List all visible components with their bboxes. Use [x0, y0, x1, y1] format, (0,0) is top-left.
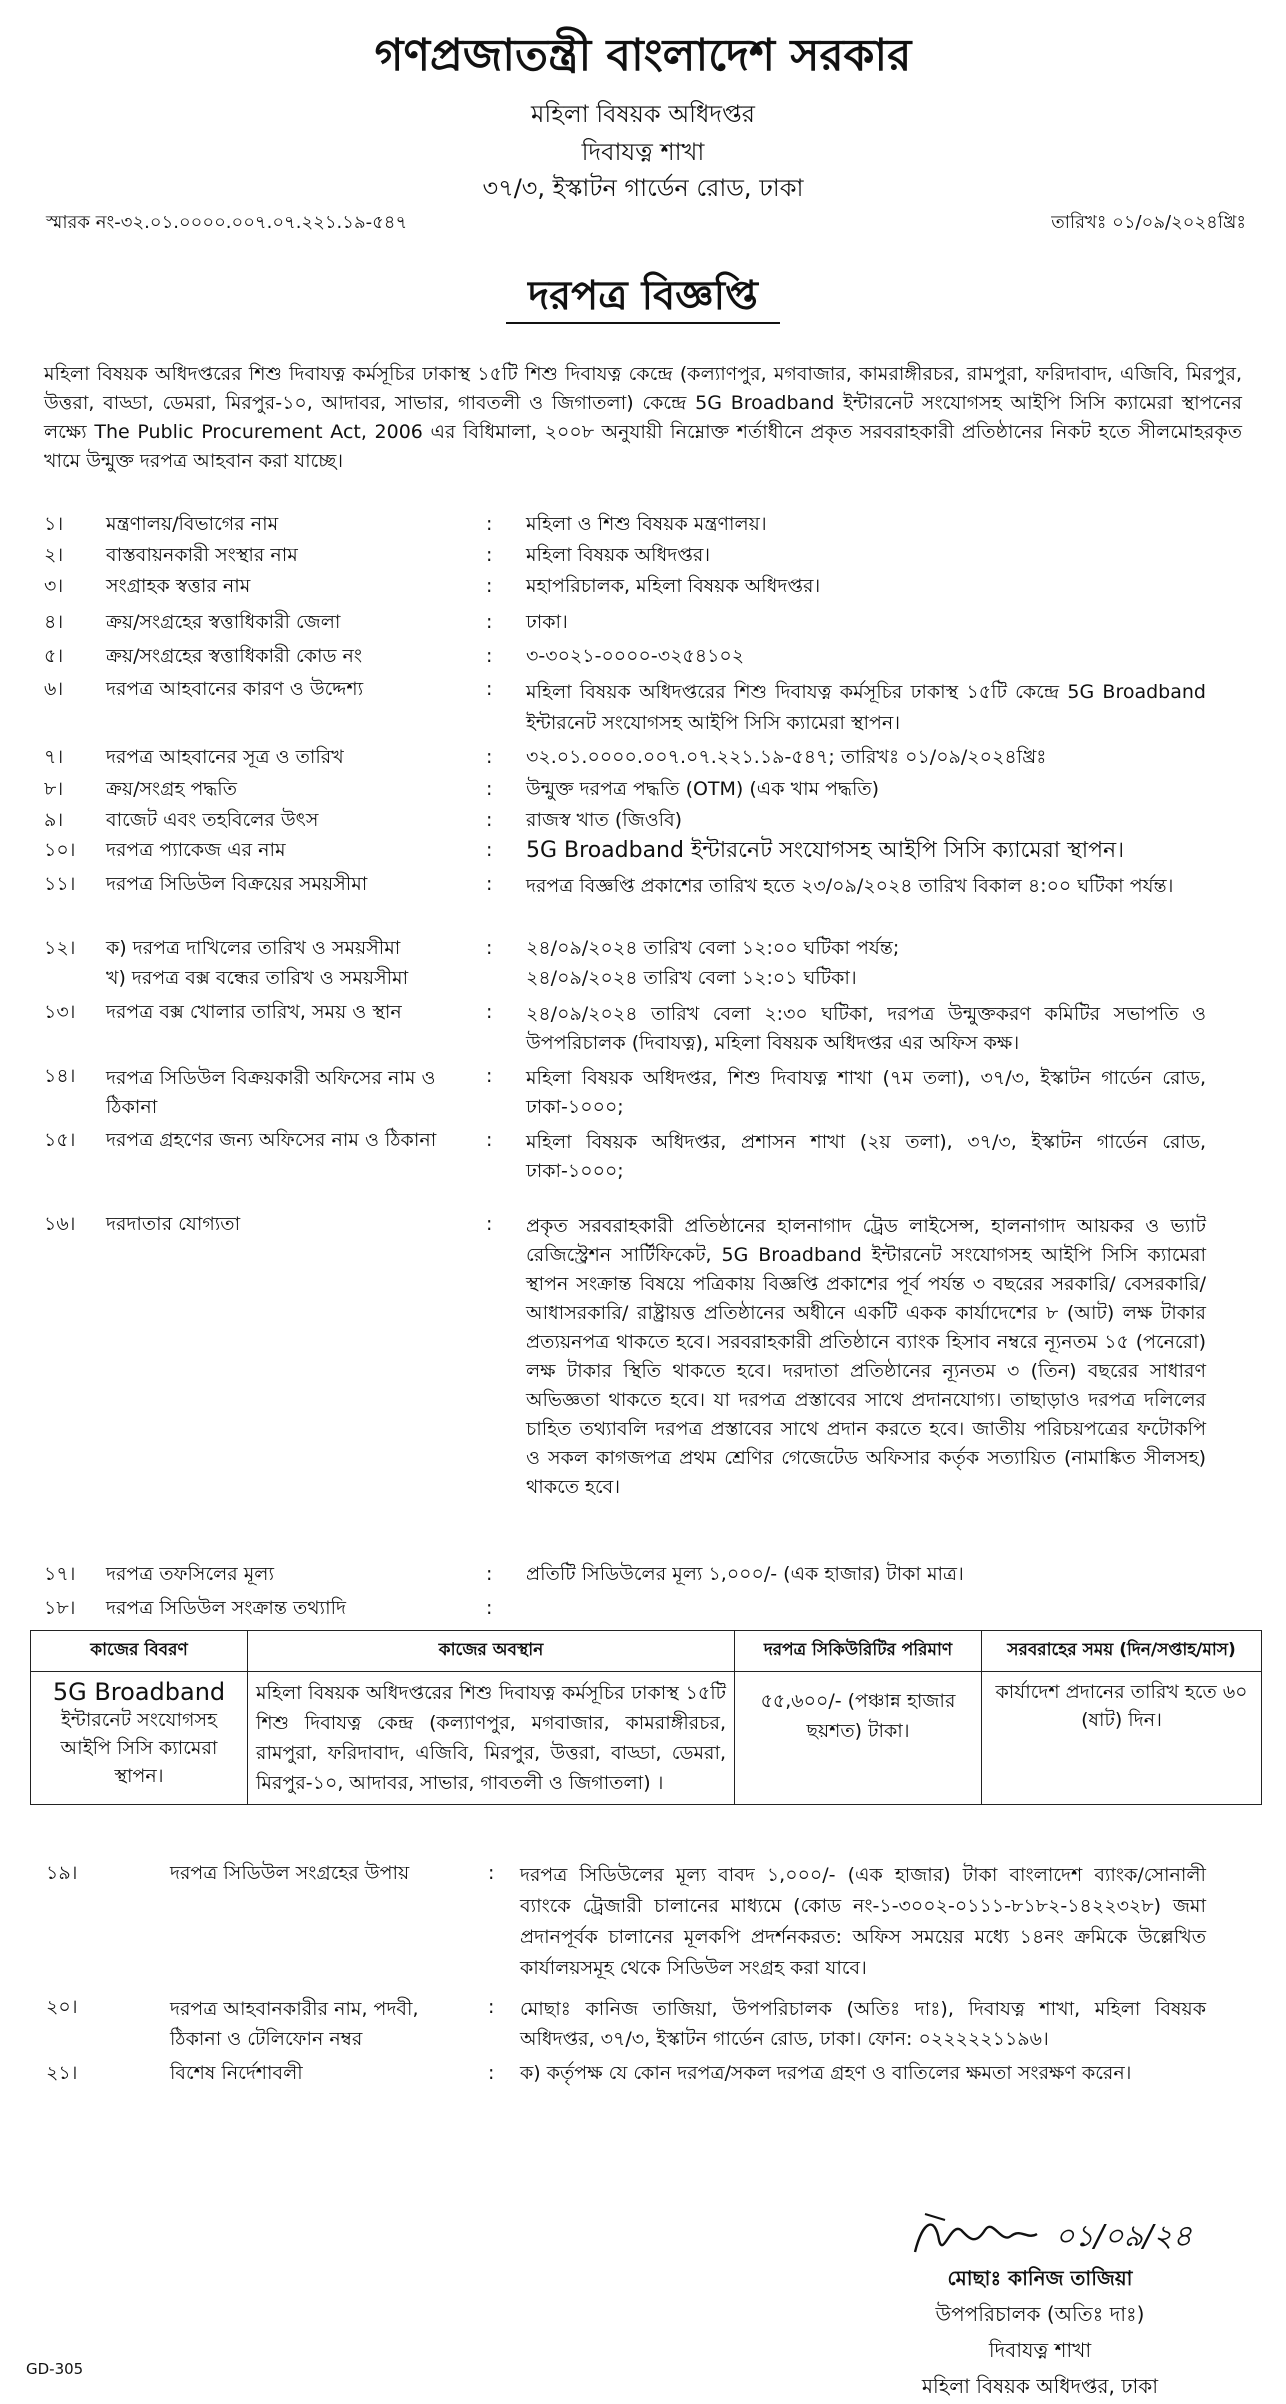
branch-name: দিবাযত্ন শাখা: [581, 138, 705, 166]
office-address: ৩৭/৩, ইস্কাটন গার্ডেন রোড, ঢাকা: [482, 174, 804, 202]
work-description: ইন্টারনেট সংযোগসহ আইপি সিসি ক্যামেরা স্থাপন।: [60, 1709, 218, 1787]
handwritten-signature: [905, 2200, 1205, 2266]
department-name: মহিলা বিষয়ক অধিদপ্তর: [531, 100, 755, 128]
table-row: [31, 1672, 1262, 1805]
title-underline: [506, 322, 780, 324]
schedule-table: [30, 1630, 1262, 1805]
notice-intro: মহিলা বিষয়ক অধিদপ্তরের শিশু দিবাযত্ন কর্মসূচির ঢাকাস্থ ১৫টি শিশু দিবাযত্ন কেন্দ্রে (কল্যাণপুর, মগবাজার, কামরাঙ্গীরচর, রামপুরা, ফরিদাবাদ, এজিবি, মিরপুর, উত্তরা, বাড্ডা, ডেমরা, মিরপুর-১০, আদাবর, সাভার, গাবতলী ও জিগাতলা) কেন্দ্রে 5G Broadband ইন্টারনেট সংযোগসহ আইপি সিসি ক্যামেরা স্থাপনের লক্ষ্যে The Public Procurement Act, 2006 এর বিধিমালা, ২০০৮ অনুযায়ী নিম্নোক্ত শর্তাধীনে প্রকৃত সরবরাহকারী প্রতিষ্ঠানের নিকট হতে সীলমোহরকৃত খামে উন্মুক্ত দরপত্র আহবান করা যাচ্ছে।: [44, 363, 1242, 472]
column-header: কাজের অবস্থান: [248, 1631, 735, 1672]
delivery-time-cell: কার্যাদেশ প্রদানের তারিখ হতে ৬০ (ষাট) দিন।: [982, 1672, 1262, 1805]
column-header: সরবরাহের সময় (দিন/সপ্তাহ/মাস): [982, 1631, 1262, 1672]
government-title: গণপ্রজাতন্ত্রী বাংলাদেশ সরকার: [374, 30, 912, 81]
column-header: দরপত্র সিকিউরিটির পরিমাণ: [735, 1631, 982, 1672]
table-header-row: [31, 1631, 1262, 1672]
column-header: কাজের বিবরণ: [31, 1631, 248, 1672]
signatory-designation: উপপরিচালক (অতিঃ দাঃ): [935, 2302, 1145, 2326]
work-title: 5G Broadband: [52, 1678, 226, 1706]
security-amount-cell: ৫৫,৬০০/- (পঞ্চান্ন হাজার ছয়শত) টাকা।: [735, 1672, 982, 1805]
signatory-name: মোছাঃ কানিজ তাজিয়া: [947, 2266, 1133, 2290]
tender-notice-page: গণপ্রজাতন্ত্রী বাংলাদেশ সরকার মহিলা বিষয়ক অধিদপ্তর দিবাযত্ন শাখা ৩৭/৩, ইস্কাটন গার্ডেন রোড, ঢাকা স্মারক নং-৩২.০১.০০০০.০০৭.০৭.২২১.১৯-৫৪৭ তারিখঃ ০১/০৯/২০২৪খ্রিঃ দরপত্র বিজ্ঞপ্তি মহিলা বিষয়ক অধিদপ্তরের শিশু দিবাযত্ন কর্মসূচির ঢাকাস্থ ১৫টি শিশু দিবাযত্ন কেন্দ্রে (কল্যাণপুর, মগবাজার, কামরাঙ্গীরচর, রামপুরা, ফরিদাবাদ, এজিবি, মিরপুর, উত্তরা, বাড্ডা, ডেমরা, মিরপুর-১০, আদাবর, সাভার, গাবতলী ও জিগাতলা) কেন্দ্রে 5G Broadband ইন্টারনেট সংযোগসহ আইপি সিসি ক্যামেরা স্থাপনের লক্ষ্যে The Public Procurement Act, 2006 এর বিধিমালা, ২০০৮ অনুযায়ী নিম্নোক্ত শর্তাধীনে প্রকৃত সরবরাহকারী প্রতিষ্ঠানের নিকট হতে সীলমোহরকৃত খামে উন্মুক্ত দরপত্র আহবান করা যাচ্ছে। ১। মন্ত্রণালয়/বিভাগের নাম : মহিলা ও শিশু বিষয়ক মন্ত্রণালয়। ২। বাস্তবায়নকারী সংস্থার নাম : মহিলা বিষয়ক অধিদপ্তর। ৩। সংগ্রাহক স্বত্তার নাম : মহাপরিচালক, মহিলা বিষয়ক অধিদপ্তর। ৪। ক্রয়/সংগ্রহের স্বত্তাধিকারী জেলা : ঢাকা। ৫। ক্রয়/সংগ্রহের স্বত্তাধিকারী কোড নং : ৩-৩০২১-০০০০-৩২৫৪১০২ ৬। দরপত্র আহবানের কারণ ও উদ্দেশ্য : মহিলা বিষয়ক অধিদপ্তরের শিশু দিবাযত্ন কর্মসূচির ঢাকাস্থ ১৫টি কেন্দ্রে 5G Broadband ইন্টারনেট সংযোগসহ আইপি সিসি ক্যামেরা স্থাপন। ৭। দরপত্র আহবানের সূত্র ও তারিখ : ৩২.০১.০০০০.০০৭.০৭.২২১.১৯-৫৪৭; তারিখঃ ০১/০৯/২০২৪খ্রিঃ ৮। ক্রয়/সংগ্রহ পদ্ধতি : উন্মুক্ত দরপত্র পদ্ধতি (OTM) (এক খাম পদ্ধতি) ৯। বাজেট এবং তহবিলের উৎস : রাজস্ব খাত (জিওবি) ১০। দরপত্র প্যাকেজ এর নাম : 5G Broadband ইন্টারনেট সংযোগসহ আইপি সিসি ক্যামেরা স্থাপন। ১১। দরপত্র সিডিউল বিক্রয়ের সময়সীমা : দরপত্র বিজ্ঞপ্তি প্রকাশের তারিখ হতে ২৩/০৯/২০২৪ তারিখ বিকাল ৪:০০ ঘটিকা পর্যন্ত। ১২। ক) দরপত্র দাখিলের তারিখ ও সময়সীমা : ২৪/০৯/২০২৪ তারিখ বেলা ১২:০০ ঘটিকা পর্যন্ত; খ) দরপত্র বক্স বন্ধের তারিখ ও সময়সীমা ২৪/০৯/২০২৪ তারিখ বেলা ১২:০১ ঘটিকা। ১৩। দরপত্র বক্স খোলার তারিখ, সময় ও স্থান : ২৪/০৯/২০২৪ তারিখ বেলা ২:৩০ ঘটিকা, দরপত্র উন্মুক্তকরণ কমিটির সভাপতি ও উপপরিচালক (দিবাযত্ন), মহিলা বিষয়ক অধিদপ্তর এর অফিস কক্ষ। ১৪। দরপত্র সিডিউল বিক্রয়কারী অফিসের নাম ও ঠিকানা : মহিলা বিষয়ক অধিদপ্তর, শিশু দিবাযত্ন শাখা (৭ম তলা), ৩৭/৩, ইস্কাটন গার্ডেন রোড, ঢাকা-১০০০; ১৫। দরপত্র গ্রহণের জন্য অফিসের নাম ও ঠিকানা : মহিলা বিষয়ক অধিদপ্তর, প্রশাসন শাখা (২য় তলা), ৩৭/৩, ইস্কাটন গার্ডেন রোড, ঢাকা-১০০০; ১৬। দরদাতার যোগ্যতা : প্রকৃত সরবরাহকারী প্রতিষ্ঠানের হালনাগাদ ট্রেড লাইসেন্স, হালনাগাদ আয়কর ও ভ্যাট রেজিস্ট্রেশন সার্টিফিকেট, 5G Broadband ইন্টারনেট সংযোগসহ আইপি সিসি ক্যামেরা স্থাপন সংক্রান্ত বিষয়ে পত্রিকায় বিজ্ঞপ্তি প্রকাশের পূর্ব পর্যন্ত ৩ বছরের সরকারি/ বেসরকারি/ আধাসরকারি/ রাষ্ট্রায়ত্ত প্রতিষ্ঠানের অধীনে একটি একক কার্যাদেশের ৮ (আট) লক্ষ টাকার প্রত্যয়নপত্র থাকতে হবে। সরবরাহকারী প্রতিষ্ঠানে ব্যাংক হিসাব নম্বরে ন্যূনতম ১৫ (পনেরো) লক্ষ টাকার স্থিতি থাকতে হবে। দরদাতা প্রতিষ্ঠানের ন্যূনতম ৩ (তিন) বছরের সাধারণ অভিজ্ঞতা থাকতে হবে। যা দরপত্র প্রস্তাবের সাথে প্রদানযোগ্য। তাছাড়াও দরপত্র দলিলের চাহিত তথ্যাবলি দরপত্র প্রস্তাবের সাথে প্রদান করতে হবে। জাতীয় পরিচয়পত্রের ফটোকপি ও সকল কাগজপত্র প্রথম শ্রেণির গেজেটেড অফিসার কর্তৃক সত্যায়িত (নামাঙ্কিত সীলসহ) থাকতে হবে। ১৭। দরপত্র তফসিলের মূল্য : প্রতিটি সিডিউলের মূল্য ১,০০০/- (এক হাজার) টাকা মাত্র। ১৮। দরপত্র সিডিউল সংক্রান্ত তথ্যাদি : কাজের বিবরণ কাজের অবস্থান দরপত্র সিকিউরিটির পরিমাণ সরবরাহের সময় (দিন/সপ্তাহ/মাস) 5G Broadband ইন্টারনেট সংযোগসহ আইপি সিসি ক্যামেরা স্থাপন। মহিলা বিষয়ক অধিদপ্তরের শিশু দিবাযত্ন কর্মসূচির ঢাকাস্থ ১৫টি শিশু দিবাযত্ন কেন্দ্র (কল্যাণপুর, মগবাজার, কামরাঙ্গীরচর, রামপুরা, ফরিদাবাদ, এজিবি, মিরপুর, উত্তরা, বাড্ডা, ডেমরা, মিরপুর-১০, আদাবর, সাভার, গাবতলী ও জিগাতলা) । ৫৫,৬০০/- (পঞ্চান্ন হাজার ছয়শত) টাকা। কার্যাদেশ প্রদানের তারিখ হতে ৬০ (ষাট) দিন। ১৯। দরপত্র সিডিউল সংগ্রহের উপায় : দরপত্র সিডিউলের মূল্য বাবদ ১,০০০/- (এক হাজার) টাকা বাংলাদেশ ব্যাংক/সোনালী ব্যাংকে ট্রেজারী চালানের মাধ্যমে (কোড নং-১-৩০০২-০১১১-৮১৮২-১৪২২৩২৮) জমা প্রদানপূর্বক চালানের মূলকপি প্রদর্শনকরত: অফিস সময়ের মধ্যে ১৪নং ক্রমিকে উল্লেখিত কার্যালয়সমূহ থেকে সিডিউল সংগ্রহ করা যাবে। ২০। দরপত্র আহবানকারীর নাম, পদবী, ঠিকানা ও টেলিফোন নম্বর : মোছাঃ কানিজ তাজিয়া, উপপরিচালক (অতিঃ দাঃ), দিবাযত্ন শাখা, মহিলা বিষয়ক অধিদপ্তর, ৩৭/৩, ইস্কাটন গার্ডেন রোড, ঢাকা। ফোন: ০২২২২২১১৯৬। ২১। বিশেষ নির্দেশাবলী : ক) কর্তৃপক্ষ যে কোন দরপত্র/সকল দরপত্র গ্রহণ ও বাতিলের ক্ষমতা সংরক্ষণ করেন। ০১/০৯/২৪ মোছাঃ কানিজ তাজিয়া উপপরিচালক (অতিঃ দাঃ) দিবাযত্ন শাখা মহিলা বিষয়ক অধিদপ্তর, ঢাকা GD-305: [0, 0, 1286, 2400]
signature-date: ০১/০৯/২৪: [1055, 2219, 1193, 2254]
issue-date: তারিখঃ ০১/০৯/২০২৪খ্রিঃ: [1051, 212, 1246, 233]
notice-title: দরপত্র বিজ্ঞপ্তি: [528, 273, 758, 319]
memo-number: স্মারক নং-৩২.০১.০০০০.০০৭.০৭.২২১.১৯-৫৪৭: [46, 212, 408, 233]
work-description-cell: [31, 1672, 248, 1805]
work-location-cell: মহিলা বিষয়ক অধিদপ্তরের শিশু দিবাযত্ন কর্মসূচির ঢাকাস্থ ১৫টি শিশু দিবাযত্ন কেন্দ্র (কল্যাণপুর, মগবাজার, কামরাঙ্গীরচর, রামপুরা, ফরিদাবাদ, এজিবি, মিরপুর, উত্তরা, বাড্ডা, ডেমরা, মিরপুর-১০, আদাবর, সাভার, গাবতলী ও জিগাতলা) ।: [248, 1672, 735, 1805]
footer-code: GD-305: [26, 2360, 84, 2378]
signatory-office: মহিলা বিষয়ক অধিদপ্তর, ঢাকা: [921, 2374, 1159, 2398]
signatory-branch: দিবাযত্ন শাখা: [988, 2338, 1092, 2362]
